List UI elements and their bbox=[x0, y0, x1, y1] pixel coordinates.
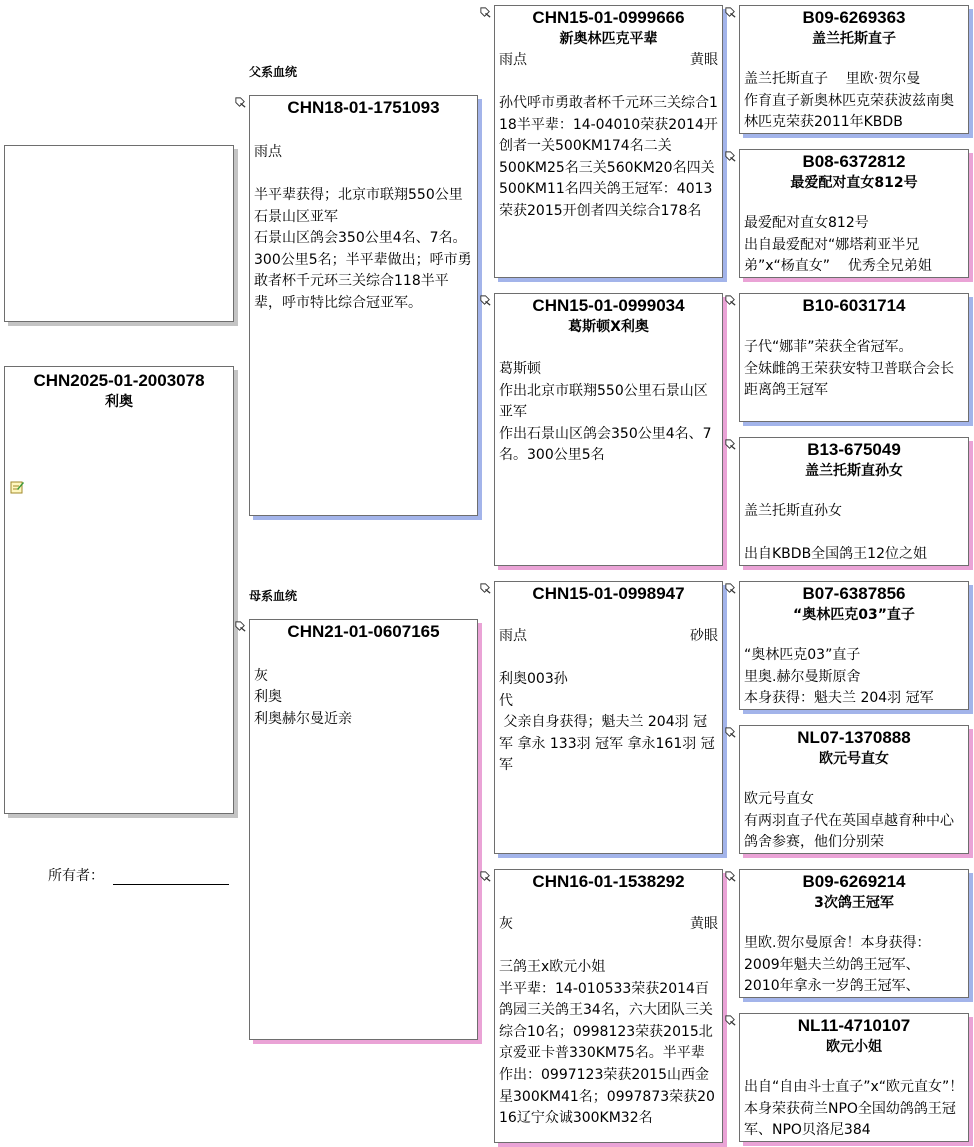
edit-note-icon[interactable] bbox=[10, 480, 25, 494]
g3-card-5[interactable] bbox=[739, 581, 969, 710]
g3-name: 3次鸽王冠军 bbox=[814, 895, 894, 911]
pin-icon[interactable] bbox=[479, 582, 492, 595]
g3-notes: “奥林匹克03”直子 里奥.赫尔曼斯原舍 本身获得：魁夫兰 204羽 冠军 bbox=[744, 647, 934, 707]
paternal-section-label: 父系血统 bbox=[249, 65, 298, 79]
sire-dam-notes: 葛斯顿 作出北京市联翔550公里石景山区亚军 作出石景山区鸽会350公里4名、7名。300公里5名 bbox=[499, 361, 712, 464]
g3-notes: 最爱配对直女812号 出自最爱配对“娜塔莉亚半兄弟”x“杨直女” 优秀全兄弟姐 bbox=[744, 215, 932, 275]
g3-notes: 子代“娜菲”荣获全省冠军。 全妹雌鸽王荣获安特卫普联合会长距离鸽王冠军 bbox=[744, 339, 954, 399]
g3-name: 欧元号直女 bbox=[819, 751, 889, 767]
sire-dam-name: 葛斯顿X利奥 bbox=[568, 319, 649, 335]
pin-icon[interactable] bbox=[724, 6, 737, 19]
dam-sire-ring-number: CHN15-01-0998947 bbox=[532, 584, 685, 603]
g3-card-6[interactable] bbox=[739, 725, 969, 854]
dam-sire-card[interactable] bbox=[494, 581, 723, 854]
g3-ring-number: B10-6031714 bbox=[802, 296, 906, 315]
photo-placeholder[interactable] bbox=[4, 145, 234, 322]
owner-input-line[interactable] bbox=[113, 884, 229, 885]
g3-card-3[interactable] bbox=[739, 293, 969, 422]
dam-dam-card[interactable] bbox=[494, 869, 723, 1143]
owner-label: 所有者： bbox=[48, 868, 104, 884]
sire-color: 雨点 bbox=[254, 144, 282, 160]
pin-icon[interactable] bbox=[479, 294, 492, 307]
subject-card[interactable] bbox=[4, 366, 234, 814]
g3-ring-number: NL11-4710107 bbox=[797, 1016, 911, 1035]
sire-sire-card[interactable] bbox=[494, 5, 723, 278]
dam-dam-ring-number: CHN16-01-1538292 bbox=[532, 872, 685, 891]
dam-sire-eye: 砂眼 bbox=[690, 628, 718, 644]
dam-dam-notes: 三鸽王x欧元小姐 半平辈：14-010533荣获2014百鸽园三关鸽王34名，六大团队三关综合10名；0998123荣获2015北京爱亚卡普330KM75名。半平辈作出：0997123荣获2015山西金星300KM41名；0997873荣获2016辽宁众诚300KM32名 bbox=[499, 959, 715, 1127]
g3-card-7[interactable] bbox=[739, 869, 969, 998]
subject-name: 利奥 bbox=[105, 394, 133, 410]
sire-notes: 半平辈获得；北京市联翔550公里石景山区亚军 石景山区鸽会350公里4名、7名。300公里5名；半平辈做出；呼市勇敢者杯千元环三关综合118半平辈，呼市特比综合冠亚军。 bbox=[254, 187, 472, 311]
g3-ring-number: B13-675049 bbox=[807, 440, 901, 459]
g3-name: 最爱配对直女812号 bbox=[790, 175, 918, 191]
g3-ring-number: B08-6372812 bbox=[802, 152, 906, 171]
maternal-section-label: 母系血统 bbox=[249, 589, 298, 603]
dam-ring-number: CHN21-01-0607165 bbox=[287, 622, 440, 641]
g3-name: 盖兰托斯直孙女 bbox=[805, 463, 903, 479]
pin-icon[interactable] bbox=[479, 6, 492, 19]
subject-ring-number: CHN2025-01-2003078 bbox=[33, 371, 205, 390]
dam-sire-notes: 利奥003孙 代 父亲自身获得；魁夫兰 204羽 冠军 拿永 133羽 冠军 拿永161羽 冠军 bbox=[499, 671, 715, 774]
sire-card[interactable] bbox=[249, 95, 478, 516]
g3-card-2[interactable] bbox=[739, 149, 969, 278]
sire-sire-notes: 孙代呼市勇敢者杯千元环三关综合118半平辈：14-04010荣获2014开创者一关500KM174名二关 500KM25名三关560KM20名四关 500KM11名四关鸽王冠军：4013荣获2015开创者四关综合178名 bbox=[499, 95, 718, 219]
g3-notes: 出自“自由斗士直子”x“欧元直女”！本身荣获荷兰NPO全国幼鸽鸽王冠军、NPO贝洛尼384 bbox=[744, 1079, 964, 1139]
g3-ring-number: B09-6269363 bbox=[802, 8, 906, 27]
g3-ring-number: B09-6269214 bbox=[802, 872, 906, 891]
dam-color: 灰 bbox=[254, 668, 268, 684]
sire-sire-color: 雨点 bbox=[499, 52, 527, 68]
dam-sire-color: 雨点 bbox=[499, 628, 527, 644]
g3-notes: 盖兰托斯直孙女 出自KBDB全国鸽王12位之姐 bbox=[744, 503, 927, 563]
pin-icon[interactable] bbox=[234, 96, 247, 109]
g3-card-1[interactable] bbox=[739, 5, 969, 134]
g3-name: 欧元小姐 bbox=[826, 1039, 882, 1055]
pin-icon[interactable] bbox=[724, 582, 737, 595]
g3-name: 盖兰托斯直子 bbox=[812, 31, 896, 47]
g3-card-8[interactable] bbox=[739, 1013, 969, 1142]
dam-notes: 利奥 利奥赫尔曼近亲 bbox=[254, 689, 352, 727]
pin-icon[interactable] bbox=[724, 870, 737, 883]
sire-dam-ring-number: CHN15-01-0999034 bbox=[532, 296, 685, 315]
sire-sire-name: 新奥林匹克平辈 bbox=[559, 31, 658, 47]
pin-icon[interactable] bbox=[724, 1014, 737, 1027]
pin-icon[interactable] bbox=[234, 620, 247, 633]
pin-icon[interactable] bbox=[724, 294, 737, 307]
g3-notes: 盖兰托斯直子 里欧·贺尔曼 作育直子新奥林匹克荣获波兹南奥林匹克荣获2011年KBDB bbox=[744, 71, 954, 131]
g3-name: “奥林匹克03”直子 bbox=[793, 607, 915, 623]
pin-icon[interactable] bbox=[724, 150, 737, 163]
g3-ring-number: NL07-1370888 bbox=[797, 728, 911, 747]
sire-dam-card[interactable] bbox=[494, 293, 723, 566]
dam-card[interactable] bbox=[249, 619, 478, 1040]
g3-card-4[interactable] bbox=[739, 437, 969, 566]
g3-ring-number: B07-6387856 bbox=[802, 584, 906, 603]
pin-icon[interactable] bbox=[724, 726, 737, 739]
sire-sire-eye: 黄眼 bbox=[690, 52, 718, 68]
g3-notes: 欧元号直女 有两羽直子代在英国卓越育种中心鸽舍参赛，他们分别荣 bbox=[744, 791, 954, 851]
g3-notes: 里欧.贺尔曼原舍！本身获得： 2009年魁夫兰幼鸽王冠军、 2010年拿永一岁鸽王冠军、 bbox=[744, 935, 931, 995]
sire-ring-number: CHN18-01-1751093 bbox=[287, 98, 440, 117]
dam-dam-eye: 黄眼 bbox=[690, 916, 718, 932]
pin-icon[interactable] bbox=[479, 870, 492, 883]
dam-dam-color: 灰 bbox=[499, 916, 513, 932]
sire-sire-ring-number: CHN15-01-0999666 bbox=[532, 8, 685, 27]
pin-icon[interactable] bbox=[724, 438, 737, 451]
